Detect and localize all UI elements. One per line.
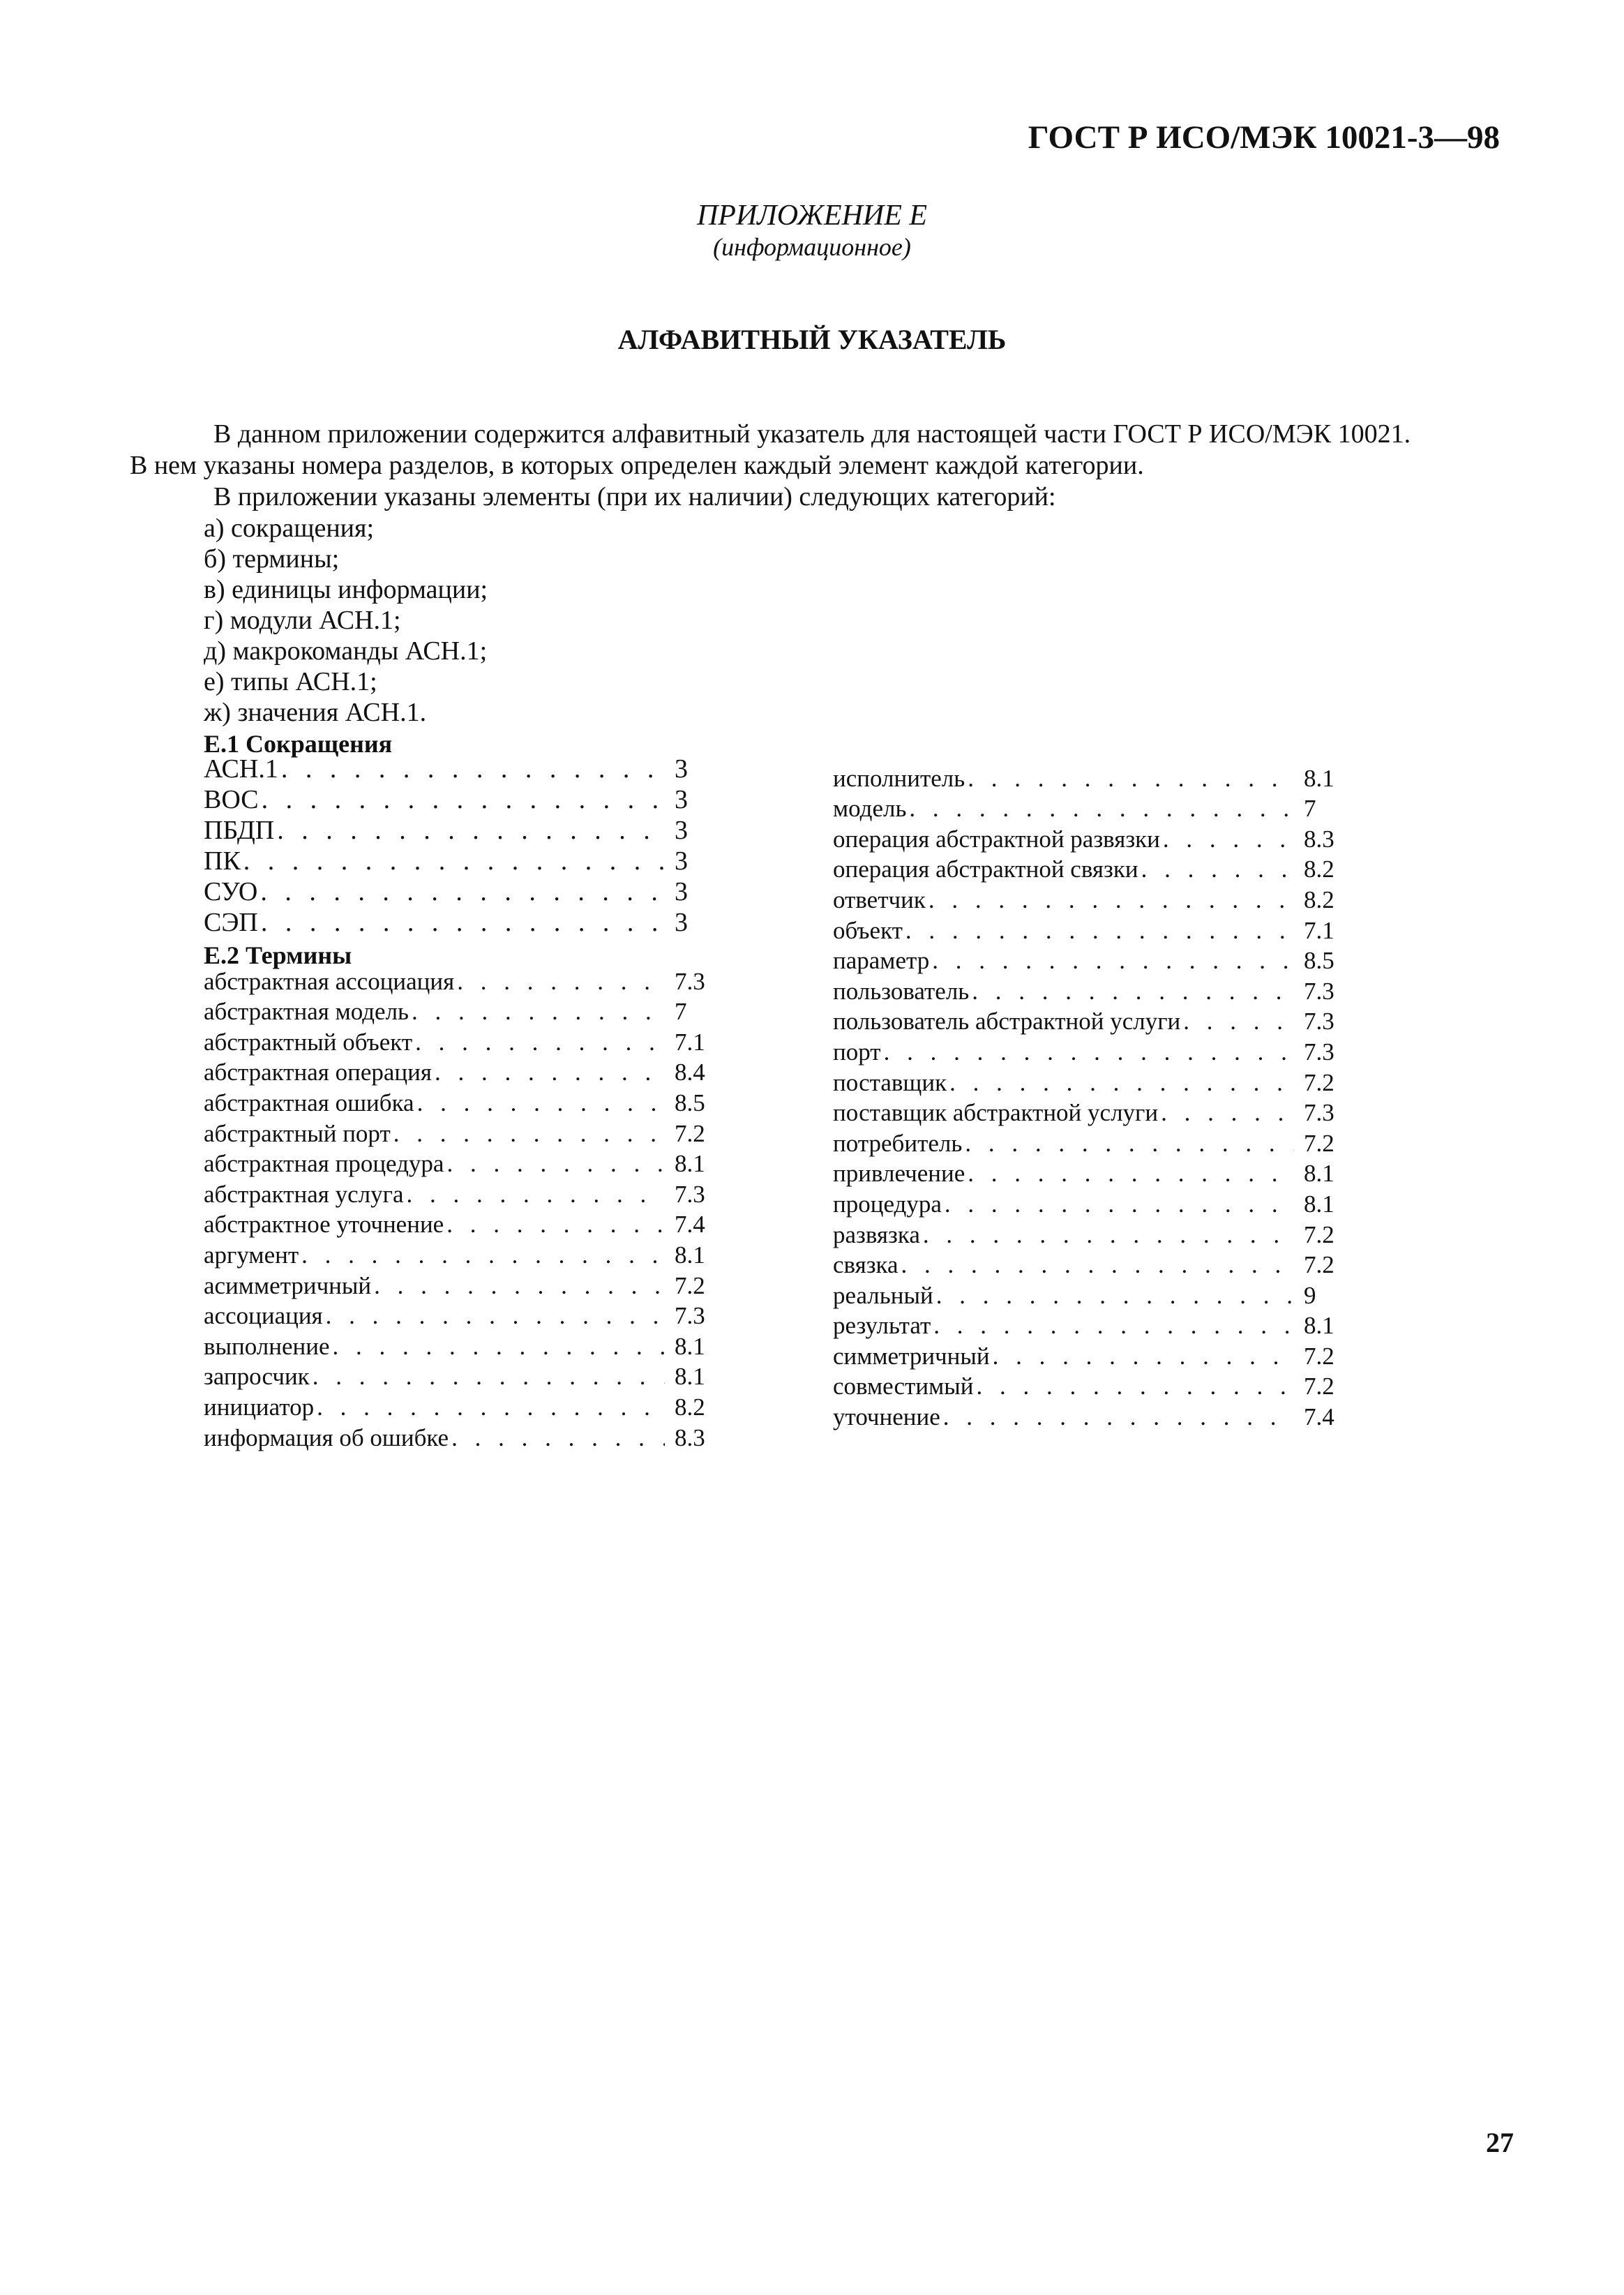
index-term: потребитель xyxy=(833,1129,963,1157)
index-term: модель xyxy=(833,795,907,823)
leader-dots xyxy=(371,1272,665,1300)
leader-dots xyxy=(314,1393,665,1421)
leader-dots xyxy=(299,1241,665,1269)
leader-dots xyxy=(403,1181,665,1209)
leader-dots xyxy=(444,1150,665,1178)
index-entry xyxy=(204,907,709,938)
index-term: абстрактная услуга xyxy=(204,1180,404,1208)
section-heading-terms: Е.2 Термины xyxy=(204,941,352,969)
index-entry xyxy=(833,1218,1339,1249)
leader-dots xyxy=(409,998,665,1026)
leader-dots xyxy=(903,917,1294,945)
index-entry xyxy=(204,1421,709,1452)
leader-dots xyxy=(241,846,665,876)
document-number: ГОСТ Р ИСО/МЭК 10021-3—98 xyxy=(1028,119,1500,156)
index-entry xyxy=(204,1209,709,1239)
intro-paragraph-2: В нем указаны номера разделов, в которых определен каждый элемент каждой категории. xyxy=(130,451,1144,480)
index-entry xyxy=(204,1178,709,1209)
appendix-title: ПРИЛОЖЕНИЕ Е xyxy=(696,200,928,232)
index-term: ПК xyxy=(204,846,241,876)
category-item: г) модули АСН.1; xyxy=(204,606,401,635)
leader-dots xyxy=(258,907,665,938)
leader-dots xyxy=(1138,855,1294,883)
index-entry xyxy=(833,1340,1339,1370)
index-reference: 3 xyxy=(675,908,688,937)
index-entry xyxy=(204,996,709,1026)
leader-dots xyxy=(933,1282,1294,1310)
index-reference: 8.3 xyxy=(1304,825,1334,853)
leader-dots xyxy=(926,886,1294,914)
index-reference: 8.1 xyxy=(1304,1312,1334,1340)
index-entry xyxy=(833,914,1339,945)
index-reference: 7.3 xyxy=(675,1302,705,1330)
leader-dots xyxy=(929,947,1294,975)
category-item: б) термины; xyxy=(204,544,340,574)
index-entry xyxy=(204,784,709,815)
index-term: развязка xyxy=(833,1220,920,1248)
index-entry xyxy=(204,1330,709,1361)
index-term: пользователь абстрактной услуги xyxy=(833,1008,1181,1036)
leader-dots xyxy=(274,815,665,846)
index-term: абстрактное уточнение xyxy=(204,1211,444,1239)
index-term: связка xyxy=(833,1251,899,1279)
index-reference: 8.1 xyxy=(1304,1190,1334,1218)
leader-dots xyxy=(1158,1099,1294,1127)
leader-dots xyxy=(965,765,1294,793)
index-entry xyxy=(204,1056,709,1087)
index-reference: 7.2 xyxy=(1304,1068,1334,1096)
category-item: ж) значения АСН.1. xyxy=(204,698,427,727)
index-term: реальный xyxy=(833,1281,933,1309)
index-reference: 8.1 xyxy=(675,1241,705,1269)
index-entry xyxy=(204,1148,709,1179)
leader-dots xyxy=(942,1190,1294,1218)
index-term: ассоциация xyxy=(204,1302,323,1330)
index-reference: 7.2 xyxy=(1304,1342,1334,1370)
index-term: инициатор xyxy=(204,1393,315,1421)
index-reference: 8.5 xyxy=(675,1089,705,1116)
index-term: параметр xyxy=(833,947,930,975)
index-entry xyxy=(204,965,709,996)
index-entry xyxy=(833,1370,1339,1401)
leader-dots xyxy=(330,1333,665,1361)
index-reference: 3 xyxy=(675,754,688,784)
index-entry xyxy=(833,1158,1339,1188)
index-reference: 7.1 xyxy=(1304,916,1334,944)
index-term: абстрактный порт xyxy=(204,1119,391,1147)
leader-dots xyxy=(973,1373,1294,1400)
index-reference: 8.1 xyxy=(1304,1160,1334,1188)
index-term: объект xyxy=(833,916,903,944)
leader-dots xyxy=(257,876,665,907)
index-term: процедура xyxy=(833,1190,942,1218)
index-entry xyxy=(833,1279,1339,1310)
leader-dots xyxy=(444,1211,665,1239)
index-reference: 7.2 xyxy=(1304,1129,1334,1157)
index-entry xyxy=(833,1036,1339,1066)
leader-dots xyxy=(947,1069,1294,1097)
abbreviation-list xyxy=(204,754,709,938)
index-entry xyxy=(204,1300,709,1331)
index-entry xyxy=(204,846,709,876)
leader-dots xyxy=(454,968,665,996)
index-entry xyxy=(204,1086,709,1117)
index-reference: 7.3 xyxy=(1304,1008,1334,1036)
index-reference: 7.4 xyxy=(1304,1403,1334,1431)
index-term: СУО xyxy=(204,877,258,906)
index-reference: 8.1 xyxy=(1304,764,1334,792)
index-entry xyxy=(204,754,709,784)
leader-dots xyxy=(414,1089,665,1117)
leader-dots xyxy=(1180,1008,1294,1036)
index-reference: 7.3 xyxy=(1304,1099,1334,1127)
category-item: в) единицы информации; xyxy=(204,575,488,604)
index-term: СЭП xyxy=(204,908,258,937)
index-term: операция абстрактной развязки xyxy=(833,825,1160,853)
index-entry xyxy=(833,975,1339,1006)
index-term: абстрактная модель xyxy=(204,998,409,1026)
index-entry xyxy=(833,1097,1339,1128)
index-reference: 7.2 xyxy=(1304,1251,1334,1279)
leader-dots xyxy=(940,1403,1294,1431)
index-reference: 7.2 xyxy=(675,1119,705,1147)
index-reference: 8.1 xyxy=(675,1332,705,1360)
section-heading-abbreviations: Е.1 Сокращения xyxy=(204,730,393,758)
index-reference: 8.2 xyxy=(1304,855,1334,883)
index-term: асимметричный xyxy=(204,1271,372,1299)
index-term: выполнение xyxy=(204,1332,330,1360)
index-entry xyxy=(204,1026,709,1056)
index-entry xyxy=(833,1310,1339,1340)
index-term: привлечение xyxy=(833,1160,965,1188)
index-entry xyxy=(204,1269,709,1300)
index-reference: 3 xyxy=(675,816,688,845)
index-entry xyxy=(833,1188,1339,1218)
index-entry xyxy=(204,815,709,846)
index-reference: 3 xyxy=(675,877,688,906)
leader-dots xyxy=(931,1312,1294,1340)
index-term: АСН.1 xyxy=(204,754,278,784)
index-term: исполнитель xyxy=(833,764,965,792)
leader-dots xyxy=(990,1343,1294,1370)
category-item: а) сокращения; xyxy=(204,514,375,543)
index-entry xyxy=(833,1127,1339,1158)
index-entry xyxy=(204,876,709,907)
index-entry xyxy=(833,823,1339,853)
leader-dots xyxy=(432,1059,665,1086)
index-reference: 8.4 xyxy=(675,1059,705,1086)
index-entry xyxy=(833,1400,1339,1431)
index-term: порт xyxy=(833,1038,881,1066)
index-term: пользователь xyxy=(833,977,970,1005)
leader-dots xyxy=(965,1160,1294,1188)
leader-dots xyxy=(906,795,1294,823)
index-reference: 7 xyxy=(675,998,687,1026)
index-term: абстрактная ошибка xyxy=(204,1089,414,1116)
appendix-note: (информационное) xyxy=(713,233,911,261)
leader-dots xyxy=(278,754,665,784)
index-reference: 7.2 xyxy=(675,1271,705,1299)
index-reference: 7.4 xyxy=(675,1211,705,1239)
index-reference: 3 xyxy=(675,846,688,876)
index-entry xyxy=(833,853,1339,884)
index-reference: 8.3 xyxy=(675,1423,705,1451)
index-entry xyxy=(833,1249,1339,1280)
index-reference: 7.3 xyxy=(675,967,705,995)
leader-dots xyxy=(1160,825,1294,853)
index-entry xyxy=(833,1066,1339,1097)
index-term: результат xyxy=(833,1312,931,1340)
category-item: е) типы АСН.1; xyxy=(204,667,377,696)
leader-dots xyxy=(881,1038,1294,1066)
index-entry xyxy=(204,1239,709,1269)
intro-paragraph-1: В данном приложении содержится алфавитный указатель для настоящей части ГОСТ Р ИСО/МЭК 10021. xyxy=(213,419,1411,449)
leader-dots xyxy=(310,1363,665,1391)
index-term: поставщик xyxy=(833,1068,947,1096)
leader-dots xyxy=(920,1221,1294,1249)
index-reference: 9 xyxy=(1304,1281,1316,1309)
index-reference: 7 xyxy=(1304,795,1316,823)
leader-dots xyxy=(391,1120,665,1148)
index-term: абстрактная ассоциация xyxy=(204,967,455,995)
index-term: ВОС xyxy=(204,785,259,814)
index-entry xyxy=(833,883,1339,914)
index-entry xyxy=(833,1006,1339,1036)
index-term: симметричный xyxy=(833,1342,990,1370)
index-reference: 7.3 xyxy=(675,1180,705,1208)
index-reference: 3 xyxy=(675,785,688,814)
category-list xyxy=(204,513,488,728)
index-reference: 7.3 xyxy=(1304,1038,1334,1066)
index-entry xyxy=(833,762,1339,793)
intro-paragraph-3: В приложении указаны элементы (при их наличии) следующих категорий: xyxy=(213,482,1056,511)
index-term: информация об ошибке xyxy=(204,1423,449,1451)
index-entry xyxy=(833,793,1339,823)
index-term: ответчик xyxy=(833,885,926,913)
leader-dots xyxy=(449,1424,665,1452)
index-term: абстрактная процедура xyxy=(204,1150,444,1178)
index-reference: 8.1 xyxy=(675,1150,705,1178)
index-term: ПБДП xyxy=(204,816,275,845)
index-term: уточнение xyxy=(833,1403,940,1431)
index-reference: 8.2 xyxy=(675,1393,705,1421)
leader-dots xyxy=(412,1029,665,1056)
index-reference: 7.2 xyxy=(1304,1373,1334,1400)
terms-list-right xyxy=(833,762,1339,1431)
index-reference: 8.2 xyxy=(1304,885,1334,913)
index-entry xyxy=(204,1117,709,1148)
category-item: д) макрокоманды АСН.1; xyxy=(204,636,488,666)
leader-dots xyxy=(899,1251,1294,1279)
index-term: операция абстрактной связки xyxy=(833,855,1138,883)
index-entry xyxy=(204,1391,709,1421)
leader-dots xyxy=(323,1302,665,1330)
index-term: совместимый xyxy=(833,1373,974,1400)
leader-dots xyxy=(259,784,665,815)
page-number: 27 xyxy=(1486,2127,1514,2158)
index-reference: 8.5 xyxy=(1304,947,1334,975)
index-title: АЛФАВИТНЫЙ УКАЗАТЕЛЬ xyxy=(617,324,1007,355)
index-term: запросчик xyxy=(204,1363,310,1391)
index-entry xyxy=(833,945,1339,975)
index-term: абстрактный объект xyxy=(204,1028,413,1056)
index-reference: 7.2 xyxy=(1304,1220,1334,1248)
index-term: абстрактная операция xyxy=(204,1059,432,1086)
index-reference: 7.1 xyxy=(675,1028,705,1056)
index-term: поставщик абстрактной услуги xyxy=(833,1099,1159,1127)
terms-list-left xyxy=(204,965,709,1452)
index-entry xyxy=(204,1361,709,1391)
index-reference: 8.1 xyxy=(675,1363,705,1391)
leader-dots xyxy=(962,1130,1294,1158)
index-term: аргумент xyxy=(204,1241,299,1269)
leader-dots xyxy=(969,978,1294,1006)
index-reference: 7.3 xyxy=(1304,977,1334,1005)
